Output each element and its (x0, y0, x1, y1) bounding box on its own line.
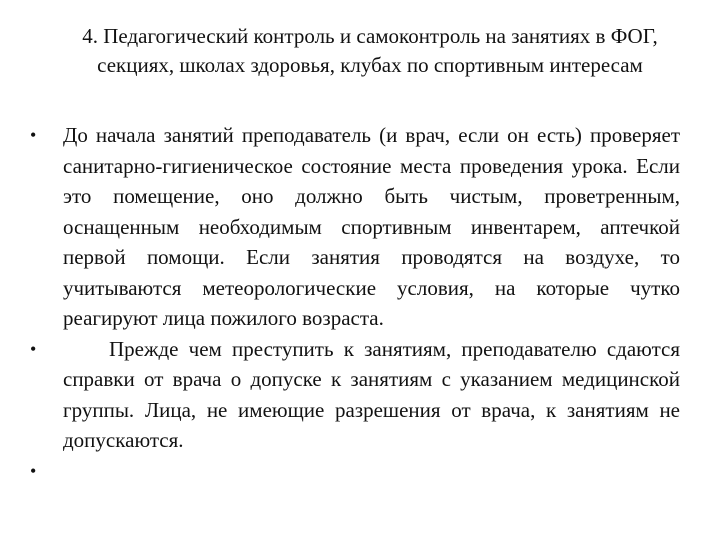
bullet-item-1 (30, 120, 680, 334)
bullet-text: До начала занятий преподаватель (и врач, если он есть) проверяет санитарно-гигиеническое состояние места проведения урока. Если это помещение, оно должно быть чистым, проветренным, оснащенным необходимым спортивным инвентарем, аптечкой первой помощи. Если занятия проводятся на воздухе, то учитываются метеорологические условия, на которые чутко реагируют лица пожилого возраста. (63, 123, 680, 330)
bullet-text: Прежде чем преступить к занятиям, преподавателю сдаются справки от врача о допуске к занятиям с указанием медицинской группы. Лица, не имеющие разрешения от врача, к занятиям не допускаются. (63, 336, 680, 452)
bullet-item-3 (30, 456, 680, 486)
bullet-icon: • (30, 338, 37, 359)
slide-title: 4. Педагогический контроль и самоконтроль на занятиях в ФОГ, секциях, школах здоровья, клубах по спортивным интересам (82, 24, 658, 77)
bullet-icon: • (30, 460, 37, 481)
bullet-list (30, 120, 680, 486)
bullet-item-2 (30, 334, 680, 456)
bullet-icon: • (30, 125, 37, 145)
